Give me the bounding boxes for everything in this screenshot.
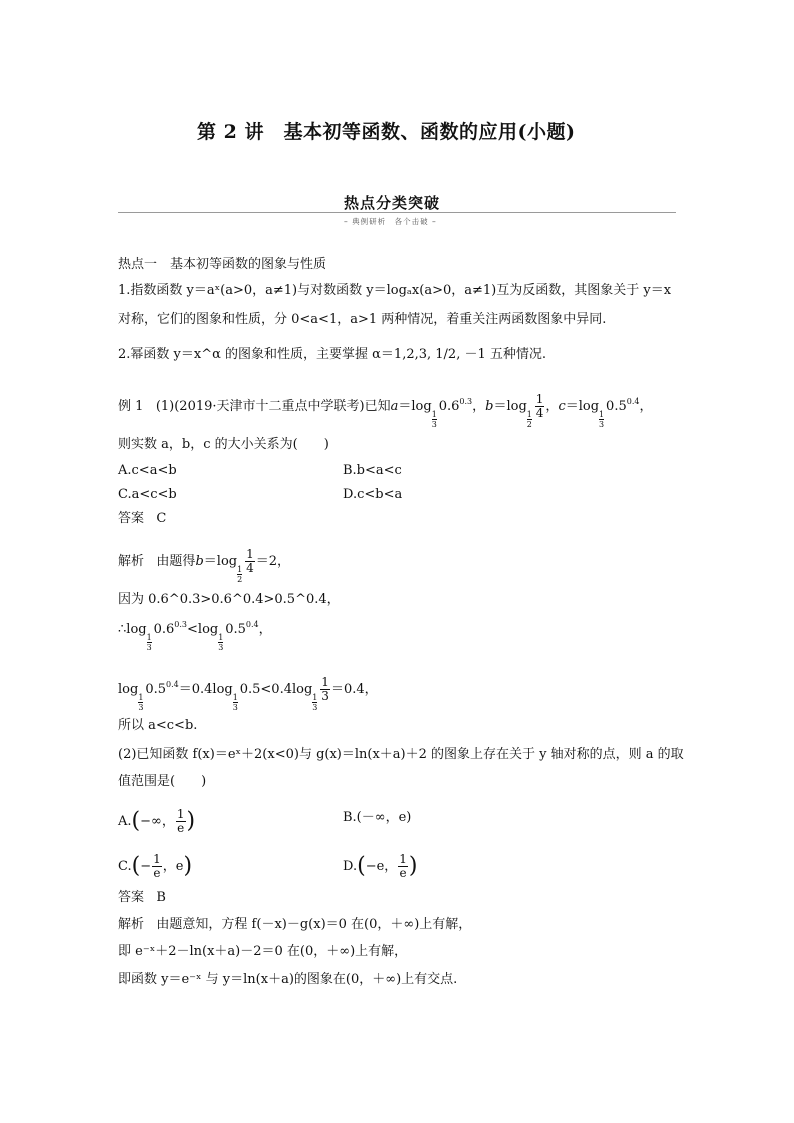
section-heading: 热点分类突破 bbox=[344, 194, 441, 212]
option-c: C.a<c<b bbox=[118, 487, 177, 502]
part-2-line-1: (2)已知函数 f(x)＝eˣ＋2(x<0)与 g(x)＝ln(x＋a)＋2 的图象上存在关于 y 轴对称的点，则 a 的取 bbox=[118, 747, 684, 762]
section-divider bbox=[118, 212, 676, 213]
paragraph-1-line-2: 对称，它们的图象和性质，分 0<a<1，a>1 两种情况，着重关注两函数图象中异同. bbox=[118, 312, 607, 327]
example-1-question: 则实数 a，b，c 的大小关系为( ) bbox=[118, 437, 329, 452]
option-2-c: C.(− $\frac{1}{e}$ ，e) bbox=[118, 852, 193, 880]
analysis-1-line-2: 因为 0.6^0.3>0.6^0.4>0.5^0.4， bbox=[118, 592, 340, 607]
hotspot-heading: 热点一 基本初等函数的图象与性质 bbox=[118, 257, 327, 272]
analysis-1-line-4: log 1 3 $0.5^{0.4}=0.4\log$ 1 3 0.5<0.4log 1 3 $\frac{1}{3}$ ＝0.4， bbox=[118, 675, 378, 712]
option-2-d: D.(−e， $\frac{1}{e}$ ) bbox=[343, 852, 418, 880]
analysis-2-line-1 bbox=[118, 917, 471, 933]
answer-1 bbox=[118, 511, 166, 527]
option-b: B.b<a<c bbox=[343, 463, 402, 478]
page-title: 第 2 讲 基本初等函数、函数的应用(小题) bbox=[197, 121, 576, 143]
answer-label: 答案 bbox=[118, 890, 145, 905]
part-2-line-2: 值范围是( ) bbox=[118, 774, 207, 789]
analysis-2-line-2: 即 e⁻ˣ＋2－ln(x＋a)－2＝0 在(0，＋∞)上有解， bbox=[118, 944, 408, 959]
analysis-1-prefix: 由题得 bbox=[156, 554, 196, 569]
example-1-line: 例 1 (1)(2019·天津市十二重点中学联考)已知a＝log 1 3 $0.6^{0.3}$，b＝log 1 2 $\frac{1}{4}$ ，c＝log 1 3 $0.5^{0.4}$， bbox=[118, 392, 653, 429]
analysis-label: 解析 bbox=[118, 554, 145, 569]
analysis-label: 解析 bbox=[118, 917, 145, 932]
answer-label: 答案 bbox=[118, 511, 145, 526]
example-label: 例 1 bbox=[118, 399, 144, 414]
answer-2 bbox=[118, 890, 166, 906]
paragraph-2: 2.幂函数 y＝x^α 的图象和性质，主要掌握 α＝1,2,3, 1/2, －1 五种情况. bbox=[118, 347, 546, 362]
analysis-2-text: 由题意知，方程 f(－x)－g(x)＝0 在(0，＋∞)上有解， bbox=[156, 917, 472, 932]
analysis-1-line-3: ∴log 1 3 $0.6^{0.3}<\log$ 1 3 $0.5^{0.4}$， bbox=[118, 620, 272, 652]
analysis-1-result: 所以 a<c<b. bbox=[118, 718, 198, 733]
analysis-2-line-3: 即函数 y＝e⁻ˣ 与 y＝ln(x＋a)的图象在(0，＋∞)上有交点. bbox=[118, 972, 458, 987]
paragraph-1-line-1: 1.指数函数 y＝aˣ(a>0，a≠1)与对数函数 y＝logₐx(a>0，a≠1)互为反函数，其图象关于 y＝x bbox=[118, 283, 672, 298]
option-2-b: B.(－∞，e) bbox=[343, 810, 412, 825]
answer-value: C bbox=[156, 511, 167, 526]
option-d: D.c<b<a bbox=[343, 487, 403, 502]
example-1-intro: (1)(2019·天津市十二重点中学联考)已知 bbox=[155, 399, 391, 414]
section-subtitle: – 典例研析 各个击破 – bbox=[344, 217, 437, 226]
option-2-a: A.(−∞， $\frac{1}{e}$ ) bbox=[118, 807, 196, 835]
option-a: A.c<a<b bbox=[118, 463, 177, 478]
analysis-1-line-1: 解析 由题得b＝log 1 2 $\frac{1}{4}$ ＝2， bbox=[118, 547, 291, 584]
answer-value: B bbox=[156, 890, 166, 905]
